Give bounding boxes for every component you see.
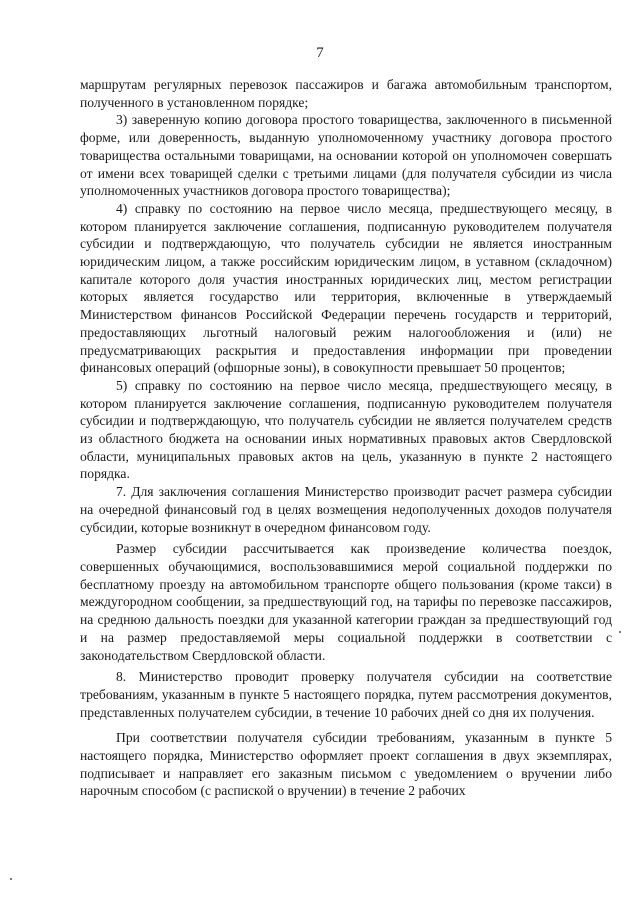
paragraph-continuation: маршрутам регулярных перевозок пассажиров и багажа автомобильным транспортом, полученного в установленном порядке; bbox=[80, 77, 612, 110]
paragraph-subsidy-calculation: Размер субсидии рассчитывается как произведение количества поездок, совершенных обучающимися, воспользовавшимися мерой социальной поддержки по бесплатному проезду на автомобильном транспорте общего пользования (кроме такси) в междугородном сообщении, за предшествующий год, на тарифы по перевозке пассажиров, на среднюю дальность поездки для указанной категории граждан за предшествующий год и на размер предоставляемой меры социальной поддержки в соответствии с законодательством Свердловской области. bbox=[80, 541, 612, 663]
paragraph-clause-8: 8. Министерство проводит проверку получателя субсидии на соответствие требованиям, указанным в пункте 5 настоящего порядка, путем рассмотрения документов, представленных получателем субсидии, в течение 10 рабочих дней со дня их получения. bbox=[80, 669, 612, 720]
paragraph-agreement-drafting: При соответствии получателя субсидии требованиям, указанным в пункте 5 настоящего порядка, Министерство оформляет проект соглашения в двух экземплярах, подписывает и направляет его заказным письмом с уведомлением о вручении либо нарочным способом (с распиской о вручении) в течение 2 рабочих bbox=[80, 730, 612, 799]
paragraph-clause-7: 7. Для заключения соглашения Министерство производит расчет размера субсидии на очередной финансовый год в целях возмещения недополученных доходов получателя субсидии, которые возникнут в очередном финансовом году. bbox=[80, 484, 612, 535]
paragraph-item-5: 5) справку по состоянию на первое число месяца, предшествующего месяцу, в котором планируется заключение соглашения, подписанную руководителем получателя субсидии и подтверждающую, что получатель субсидии не является получателем средств из областного бюджета на основании иных нормативных правовых актов Свердловской области, муниципальных правовых актов на цель, указанную в пункте 2 настоящего порядка. bbox=[80, 377, 612, 482]
scan-speck bbox=[10, 878, 12, 880]
paragraph-item-3: 3) заверенную копию договора простого товарищества, заключенного в письменной форме, или доверенность, выданную уполномоченному участнику договора простого товарищества остальными товарищами, на основании которой он уполномочен совершать от имени всех товарищей сделки с третьими лицами (для получателя субсидии из числа уполномоченных участников договора простого товарищества); bbox=[80, 112, 612, 199]
page-number: 7 bbox=[316, 45, 324, 61]
paragraph-item-4: 4) справку по состоянию на первое число месяца, предшествующего месяцу, в котором планируется заключение соглашения, подписанную руководителем получателя субсидии и подтверждающую, что получатель субсидии не является иностранным юридическим лицом, а также российским юридическим лицом, в уставном (складочном) капитале которого доля участия иностранных юридических лиц, местом регистрации которых является государство или территория, включенные в утверждаемый Министерством финансов Российской Федерации перечень государств и территорий, предоставляющих льготный налоговый режим налогообложения и (или) не предусматривающих раскрытия и предоставления информации при проведении финансовых операций (офшорные зоны), в совокупности превышает 50 процентов; bbox=[80, 200, 612, 376]
scan-speck bbox=[619, 631, 621, 633]
document-body bbox=[80, 76, 612, 800]
